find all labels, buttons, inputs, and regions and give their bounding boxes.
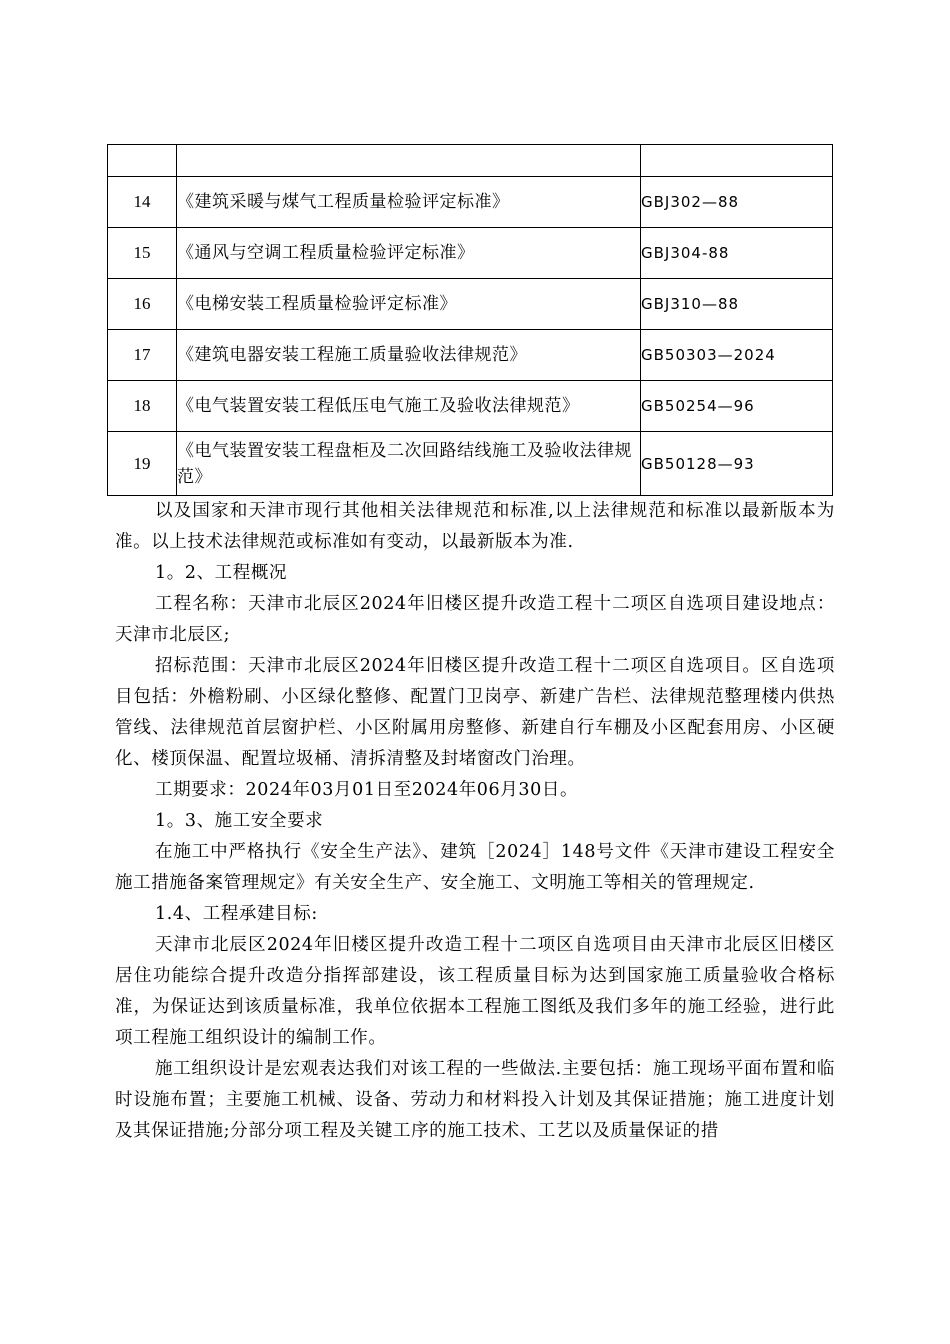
section-heading-targets: 1.4、工程承建目标:: [155, 904, 318, 924]
row-number: 16: [108, 279, 177, 330]
section-heading-safety: 1。3、施工安全要求: [155, 811, 324, 831]
table-row: [108, 177, 833, 228]
standard-title: 《电气装置安装工程盘柜及二次回路结线施工及验收法律规范》: [177, 432, 641, 496]
row-number: 18: [108, 381, 177, 432]
row-number: 19: [108, 432, 177, 496]
section-heading-project-overview: 1。2、工程概况: [155, 563, 288, 583]
row-number: 14: [108, 177, 177, 228]
table-cell: [108, 145, 177, 177]
table-row: [108, 381, 833, 432]
paragraph-schedule: 工期要求：2024年03月01日至2024年06月30日。: [155, 780, 579, 800]
standard-title: 《电气装置安装工程低压电气施工及验收法律规范》: [177, 381, 641, 432]
standards-table: [107, 144, 833, 496]
paragraph-safety: 在施工中严格执行《安全生产法》、建筑［2024］148号文件《天津市建设工程安全施工措施备案管理规定》有关安全生产、安全施工、文明施工等相关的管理规定.: [115, 842, 835, 893]
paragraph-quality-target: 天津市北辰区2024年旧楼区提升改造工程十二项区自选项目由天津市北辰区旧楼区居住功能综合提升改造分指挥部建设，该工程质量目标为达到国家施工质量验收合格标准，为保证达到该质量标准，我单位依据本工程施工图纸及我们多年的施工经验，进行此项工程施工组织设计的编制工作。: [115, 935, 835, 1048]
row-number: 15: [108, 228, 177, 279]
paragraph-bid-scope: 招标范围：天津市北辰区2024年旧楼区提升改造工程十二项区自选项目。区自选项目包括：外檐粉刷、小区绿化整修、配置门卫岗亭、新建广告栏、法律规范整理楼内供热管线、法律规范首层窗护栏、小区附属用房整修、新建自行车棚及小区配套用房、小区硬化、楼顶保温、配置垃圾桶、清拆清整及封堵窗改门治理。: [115, 656, 835, 769]
standard-code: GB50303—2024: [641, 330, 833, 381]
paragraph-design-scope: 施工组织设计是宏观表达我们对该工程的一些做法.主要包括：施工现场平面布置和临时设施布置；主要施工机械、设备、劳动力和材料投入计划及其保证措施；施工进度计划及其保证措施;分部分项工程及关键工序的施工技术、工艺以及质量保证的措: [115, 1059, 835, 1141]
standard-code: GB50254—96: [641, 381, 833, 432]
body-text: [115, 496, 835, 1147]
standard-code: GB50128—93: [641, 432, 833, 496]
table-row: [108, 432, 833, 496]
standard-title: 《通风与空调工程质量检验评定标准》: [177, 228, 641, 279]
table-row-empty: [108, 145, 833, 177]
standard-title: 《建筑采暖与煤气工程质量检验评定标准》: [177, 177, 641, 228]
table-row: [108, 228, 833, 279]
table-cell: [641, 145, 833, 177]
standard-code: GBJ302—88: [641, 177, 833, 228]
paragraph-standards-note: 以及国家和天津市现行其他相关法律规范和标准,以上法律规范和标准以最新版本为准。以上技术法律规范或标准如有变动，以最新版本为准.: [115, 501, 835, 552]
standard-title: 《电梯安装工程质量检验评定标准》: [177, 279, 641, 330]
table-row: [108, 279, 833, 330]
paragraph-project-name: 工程名称：天津市北辰区2024年旧楼区提升改造工程十二项区自选项目建设地点：天津市北辰区;: [115, 594, 835, 645]
standard-code: GBJ304-88: [641, 228, 833, 279]
standard-title: 《建筑电器安装工程施工质量验收法律规范》: [177, 330, 641, 381]
standard-code: GBJ310—88: [641, 279, 833, 330]
table-cell: [177, 145, 641, 177]
table-row: [108, 330, 833, 381]
row-number: 17: [108, 330, 177, 381]
